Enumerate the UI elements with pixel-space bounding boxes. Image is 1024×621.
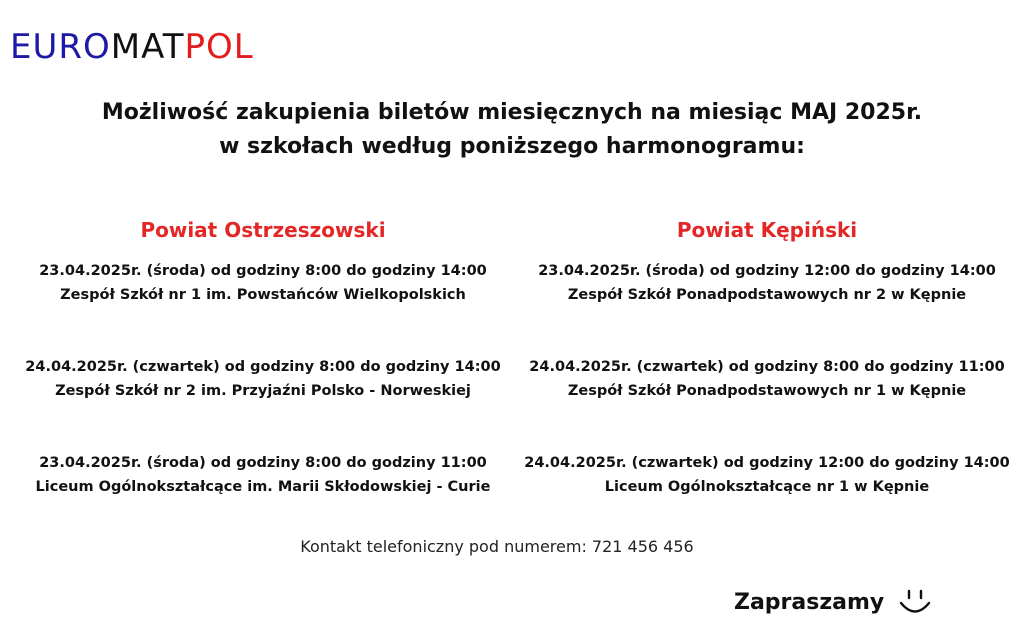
entry-school: Liceum Ogólnokształcące im. Marii Skłodowskiej - Curie	[35, 479, 491, 495]
county-column-kepinski	[512, 215, 1022, 547]
schedule-entry	[8, 451, 518, 547]
entry-school: Zespół Szkół nr 1 im. Powstańców Wielkopolskich	[60, 287, 466, 303]
county-heading: Powiat Kępiński	[676, 218, 858, 242]
entry-date-time: 24.04.2025r. (czwartek) od godziny 8:00 do godziny 11:00	[529, 359, 1005, 375]
title-line-2: w szkołach według poniższego harmonogramu:	[219, 134, 805, 159]
entry-school: Liceum Ogólnokształcące nr 1 w Kępnie	[604, 479, 930, 495]
schedule-entry	[512, 451, 1022, 547]
schedule-entry	[8, 259, 518, 355]
brand-logo	[10, 27, 254, 67]
entry-date-time: 24.04.2025r. (czwartek) od godziny 12:00 do godziny 14:00	[524, 455, 1010, 471]
entry-school: Zespół Szkół Ponadpodstawowych nr 1 w Kępnie	[567, 383, 967, 399]
logo-part-pol: POL	[184, 27, 254, 67]
contact-phone-text: Kontakt telefoniczny pod numerem: 721 456 456	[300, 537, 694, 556]
entry-date-time: 23.04.2025r. (środa) od godziny 8:00 do godziny 14:00	[39, 263, 487, 279]
schedule-entry	[512, 259, 1022, 355]
page-title	[0, 96, 1024, 164]
schedule-entry	[512, 355, 1022, 451]
closing-line	[734, 588, 932, 618]
schedule-entry	[8, 355, 518, 451]
entry-date-time: 24.04.2025r. (czwartek) od godziny 8:00 do godziny 14:00	[25, 359, 501, 375]
entry-school: Zespół Szkół nr 2 im. Przyjaźni Polsko - Norweskiej	[55, 383, 471, 399]
county-column-ostrzeszowski	[8, 215, 518, 547]
smile-icon	[898, 588, 932, 618]
entry-date-time: 23.04.2025r. (środa) od godziny 12:00 do godziny 14:00	[538, 263, 996, 279]
entry-date-time: 23.04.2025r. (środa) od godziny 8:00 do godziny 11:00	[39, 455, 487, 471]
county-heading: Powiat Ostrzeszowski	[140, 218, 386, 242]
entry-school: Zespół Szkół Ponadpodstawowych nr 2 w Kępnie	[567, 287, 967, 303]
closing-text: Zapraszamy	[734, 590, 885, 615]
title-line-1: Możliwość zakupienia biletów miesięcznych na miesiąc MAJ 2025r.	[101, 100, 923, 125]
logo-part-euro: EURO	[10, 27, 111, 67]
logo-part-mat: MAT	[110, 27, 185, 67]
